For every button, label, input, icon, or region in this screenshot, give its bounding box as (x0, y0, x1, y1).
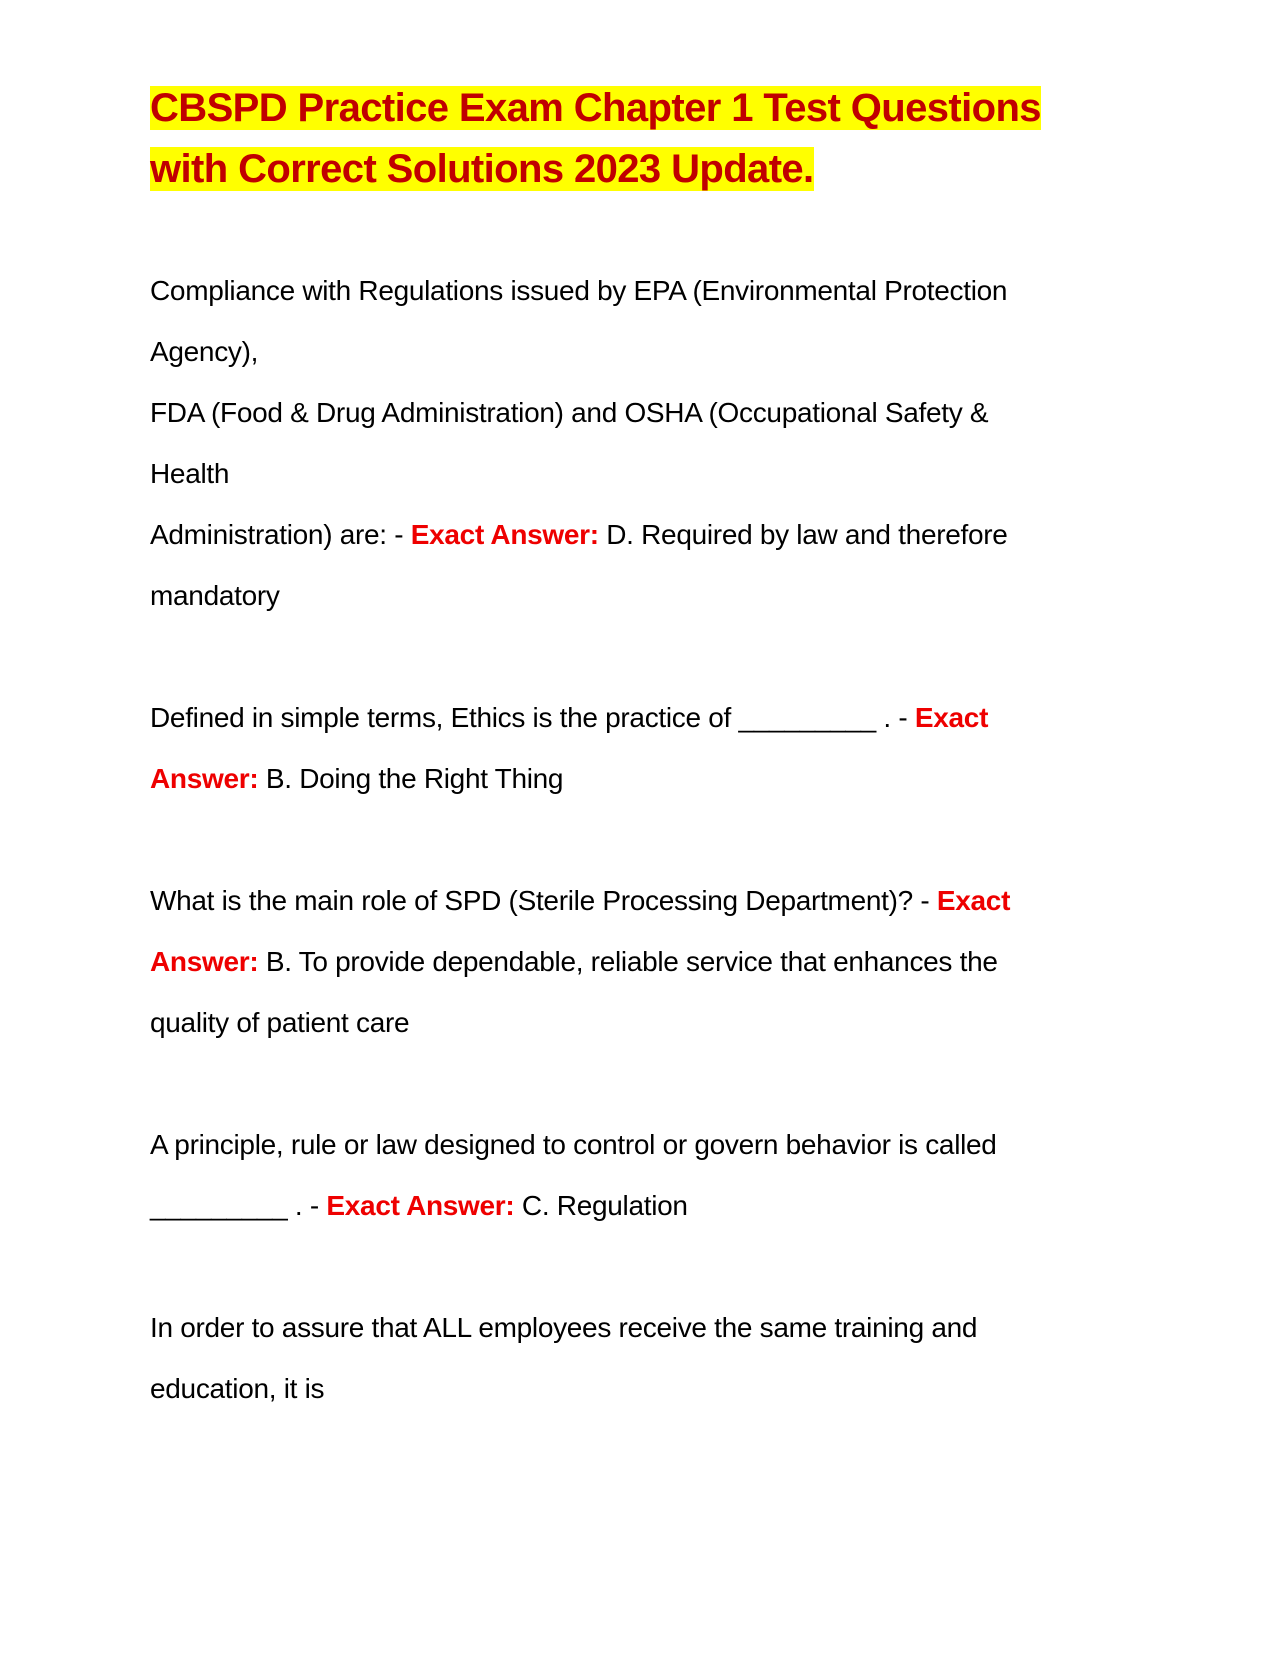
question-text-line: In order to assure that ALL employees receive the same training and (150, 1312, 978, 1343)
answer-text: mandatory (150, 580, 280, 611)
answer-label: Answer: (150, 763, 259, 794)
question-2 (150, 687, 1130, 809)
question-answer-line (150, 1175, 1130, 1236)
title-line-2: with Correct Solutions 2023 Update. (150, 147, 814, 191)
document-page (150, 78, 1130, 1419)
question-text: Administration) are: - (150, 519, 411, 550)
question-answer-line (150, 504, 1130, 565)
answer-label: Exact (936, 885, 1011, 916)
answer-text: C. Regulation (514, 1190, 688, 1221)
answer-label: Exact (914, 702, 989, 733)
answer-label: Exact Answer: (326, 1190, 515, 1221)
question-4 (150, 1114, 1130, 1236)
question-text-line: education, it is (150, 1373, 325, 1404)
answer-label: Answer: (150, 946, 259, 977)
answer-text: B. To provide dependable, reliable service that enhances the (258, 946, 998, 977)
question-text: What is the main role of SPD (Sterile Processing Department)? - (150, 885, 937, 916)
question-5 (150, 1297, 1130, 1419)
question-text-line: Health (150, 458, 230, 489)
question-text-line: FDA (Food & Drug Administration) and OSHA (Occupational Safety & (150, 397, 989, 428)
answer-text: quality of patient care (150, 1007, 410, 1038)
question-3 (150, 870, 1130, 1053)
answer-text: B. Doing the Right Thing (258, 763, 564, 794)
answer-line (150, 748, 1130, 809)
question-answer-line (150, 870, 1130, 931)
question-text: _________ . - (150, 1190, 327, 1221)
question-text: Defined in simple terms, Ethics is the practice of _________ . - (150, 702, 915, 733)
question-text-line: A principle, rule or law designed to control or govern behavior is called (150, 1129, 997, 1160)
title-line-1: CBSPD Practice Exam Chapter 1 Test Questions (150, 86, 1041, 130)
question-text-line: Agency), (150, 336, 259, 367)
question-answer-line (150, 687, 1130, 748)
answer-line (150, 931, 1130, 992)
questions-list (150, 260, 1130, 1419)
answer-text: D. Required by law and therefore (598, 519, 1008, 550)
answer-label: Exact Answer: (410, 519, 599, 550)
document-title (150, 78, 1130, 200)
question-text-line: Compliance with Regulations issued by EPA (Environmental Protection (150, 275, 1008, 306)
question-1 (150, 260, 1130, 626)
